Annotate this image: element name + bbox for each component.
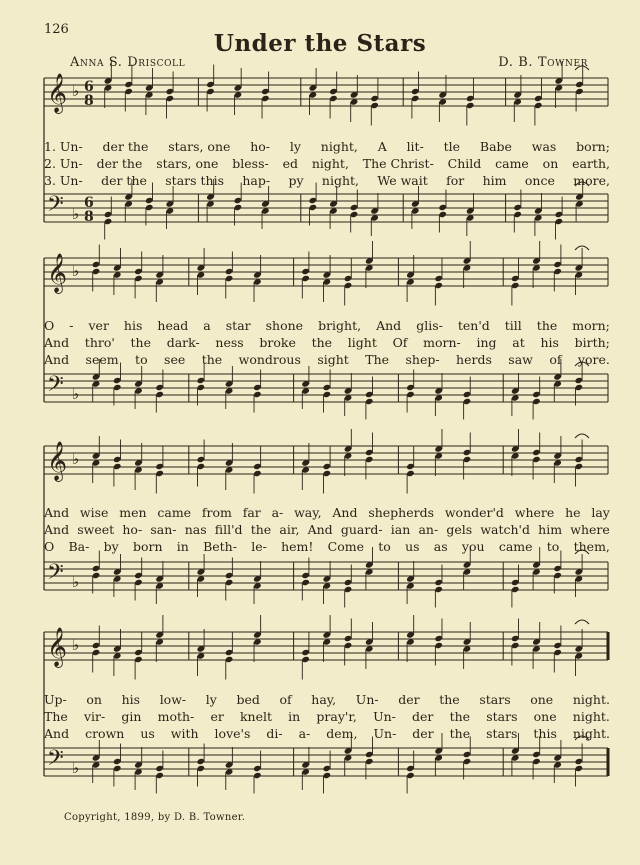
bass-clef-icon: 𝄢 <box>47 372 64 402</box>
lyric-syllable: wondrous <box>238 352 301 367</box>
lyrics-system-4 <box>44 691 610 742</box>
lyric-syllable: the <box>201 352 223 367</box>
treble-clef-icon: 𝄞 <box>47 73 68 113</box>
lyric-syllable: ho- <box>250 139 271 154</box>
lyric-syllable: stars, one <box>168 139 231 154</box>
lyric-syllable: And <box>44 522 70 537</box>
lyric-syllable: a- <box>271 505 284 520</box>
lyric-syllable: ly <box>289 139 301 154</box>
lyrics-system-2 <box>44 317 610 368</box>
lyric-syllable: Up- <box>44 692 67 707</box>
flat-key-icon: ♭ <box>72 82 80 100</box>
lyric-syllable: the <box>130 335 151 350</box>
lyric-syllable: And <box>44 505 70 520</box>
lyric-syllable: night. <box>572 692 610 707</box>
lyric-syllable: stars <box>479 692 511 707</box>
lyric-syllable: night. <box>572 709 610 724</box>
lyric-syllable: broke <box>259 335 296 350</box>
time-signature-top: 6 <box>84 195 94 211</box>
lyric-syllable: earth, <box>572 156 610 171</box>
lyric-syllable: low- <box>159 692 187 707</box>
flat-key-icon: ♭ <box>72 262 80 280</box>
lyric-syllable: hem! <box>281 539 314 554</box>
lyric-syllable: his <box>121 692 141 707</box>
lyric-syllable: the <box>449 709 471 724</box>
lyric-syllable: in <box>288 709 301 724</box>
time-signature-top: 6 <box>84 79 94 95</box>
lyric-syllable: We wait <box>377 173 428 188</box>
lyric-line-verse-3 <box>44 725 610 742</box>
lyric-syllable: ly <box>205 692 217 707</box>
lyric-line-verse-1 <box>44 691 610 708</box>
flat-key-icon: ♭ <box>72 573 80 591</box>
lyric-syllable: came <box>498 539 533 554</box>
lyric-syllable: - <box>69 318 74 333</box>
lyric-syllable: di- <box>266 726 283 741</box>
time-signature-bottom: 8 <box>84 93 94 109</box>
lyric-syllable: thro' <box>84 335 115 350</box>
lyric-syllable: pray'r, <box>316 709 357 724</box>
lyrics-system-1 <box>44 138 610 189</box>
lyric-syllable: stars <box>486 709 518 724</box>
bass-clef-icon: 𝄢 <box>47 192 64 222</box>
lyric-syllable: Of <box>392 335 408 350</box>
flat-key-icon: ♭ <box>72 385 80 403</box>
lyric-syllable: wise <box>79 505 109 520</box>
lyric-syllable: knelt <box>239 709 273 724</box>
lyric-line-verse-2 <box>44 155 610 172</box>
lyric-syllable: on <box>542 156 559 171</box>
lyric-syllable: O <box>44 318 55 333</box>
lyric-syllable: on <box>86 692 102 707</box>
lyric-syllable: for <box>446 173 465 188</box>
lyric-syllable: in <box>176 539 189 554</box>
lyric-line-verse-3 <box>44 538 610 555</box>
lyric-syllable: birth; <box>574 335 610 350</box>
lyric-syllable: ten'd <box>457 318 490 333</box>
lyric-syllable: air, <box>279 522 300 537</box>
lyric-syllable: more, <box>573 173 610 188</box>
flat-key-icon: ♭ <box>72 205 80 223</box>
lyric-syllable: the <box>311 335 333 350</box>
lyric-syllable: sight <box>317 352 349 367</box>
treble-clef-icon: 𝄞 <box>47 627 68 667</box>
lyric-syllable: shone <box>265 318 304 333</box>
lyric-syllable: to <box>135 352 148 367</box>
lyric-syllable: And <box>44 726 70 741</box>
lyric-syllable: herds <box>456 352 492 367</box>
treble-clef-icon: 𝄞 <box>47 253 68 293</box>
lyric-syllable: watch'd <box>480 522 530 537</box>
lyric-syllable: an- <box>418 522 439 537</box>
lyric-syllable: tle <box>443 139 461 154</box>
lyric-syllable: head <box>157 318 189 333</box>
lyric-syllable: lit- <box>406 139 424 154</box>
lyric-syllable: 2. Un- <box>44 156 83 171</box>
lyric-syllable: der <box>398 692 420 707</box>
lyric-syllable: crown <box>85 726 125 741</box>
lyric-syllable: The Christ- <box>362 156 434 171</box>
lyric-syllable: a- <box>298 726 311 741</box>
lyric-syllable: night, <box>311 156 349 171</box>
lyric-syllable: Ba- <box>68 539 90 554</box>
lyric-syllable: by <box>103 539 119 554</box>
lyric-syllable: us <box>140 726 155 741</box>
lyric-syllable: where <box>514 505 555 520</box>
lyric-syllable: us <box>405 539 420 554</box>
lyric-syllable: yore. <box>577 352 610 367</box>
lyric-syllable: him <box>482 173 507 188</box>
lyric-syllable: The <box>365 352 390 367</box>
lyric-syllable: stars, one <box>156 156 219 171</box>
lyric-syllable: hay, <box>311 692 337 707</box>
lyric-line-verse-3 <box>44 172 610 189</box>
lyric-syllable: dem, <box>326 726 358 741</box>
lyric-syllable: way, <box>294 505 322 520</box>
lyric-syllable: And <box>376 318 402 333</box>
lyric-syllable: ed <box>282 156 298 171</box>
lyric-syllable: vir- <box>83 709 106 724</box>
lyric-syllable: wonder'd <box>444 505 504 520</box>
lyric-syllable: ian <box>390 522 411 537</box>
lyric-syllable: night, <box>321 173 360 188</box>
lyric-syllable: guard- <box>340 522 383 537</box>
lyric-line-verse-1 <box>44 504 610 521</box>
lyric-syllable: Un- <box>373 709 396 724</box>
lyric-syllable: this <box>533 726 557 741</box>
lyric-syllable: And <box>307 522 333 537</box>
lyric-syllable: bless- <box>232 156 269 171</box>
composer-credit: D. B. Towner <box>498 55 588 70</box>
lyric-syllable: 3. Un- <box>44 173 83 188</box>
lyric-syllable: er <box>210 709 224 724</box>
lyric-syllable: And <box>332 505 358 520</box>
lyric-syllable: he <box>565 505 581 520</box>
lyric-syllable: gin <box>121 709 142 724</box>
lyric-syllable: ness <box>215 335 244 350</box>
bass-clef-icon: 𝄢 <box>47 746 64 776</box>
lyric-syllable: ver <box>88 318 109 333</box>
lyric-syllable: And <box>44 352 70 367</box>
lyric-syllable: them, <box>573 539 610 554</box>
lyric-syllable: born <box>132 539 163 554</box>
lyric-syllable: Un- <box>373 726 397 741</box>
lyric-syllable: love's <box>214 726 251 741</box>
lyric-syllable: at <box>512 335 525 350</box>
lyric-syllable: his <box>540 335 559 350</box>
lyric-syllable: born; <box>576 139 610 154</box>
lyric-syllable: shep- <box>405 352 440 367</box>
lyric-syllable: glis- <box>416 318 443 333</box>
bass-clef-icon: 𝄢 <box>47 560 64 590</box>
lyric-syllable: the <box>439 692 460 707</box>
lyric-syllable: stars <box>486 726 518 741</box>
lyric-syllable: a <box>203 318 211 333</box>
lyric-syllable: der <box>412 709 434 724</box>
lyric-syllable: A <box>377 139 387 154</box>
lyric-syllable: shepherds <box>368 505 435 520</box>
lyric-syllable: see <box>164 352 186 367</box>
lyric-line-verse-2 <box>44 334 610 351</box>
flat-key-icon: ♭ <box>72 636 80 654</box>
lyric-syllable: morn- <box>423 335 461 350</box>
lyric-syllable: stars this <box>165 173 225 188</box>
lyric-syllable: Beth- <box>203 539 237 554</box>
lyric-syllable: hap- <box>242 173 271 188</box>
lyric-syllable: from <box>201 505 232 520</box>
lyric-line-verse-1 <box>44 317 610 334</box>
lyric-syllable: with <box>170 726 199 741</box>
lyric-syllable: to <box>546 539 560 554</box>
lyric-syllable: nas <box>184 522 207 537</box>
lyric-syllable: light <box>347 335 377 350</box>
lyric-syllable: Child <box>447 156 482 171</box>
lyric-line-verse-2 <box>44 521 610 538</box>
lyric-syllable: night, <box>320 139 358 154</box>
lyric-syllable: till <box>504 318 522 333</box>
lyric-syllable: seem <box>85 352 119 367</box>
lyric-line-verse-3 <box>44 351 610 368</box>
lyric-syllable: moth- <box>157 709 195 724</box>
lyric-syllable: Un- <box>355 692 379 707</box>
lyric-syllable: the <box>250 522 272 537</box>
flat-key-icon: ♭ <box>72 450 80 468</box>
lyric-syllable: of <box>279 692 292 707</box>
lyric-syllable: the <box>536 318 558 333</box>
lyric-syllable: le- <box>251 539 267 554</box>
hymn-title: Under the Stars <box>213 30 427 57</box>
lyric-line-verse-2 <box>44 708 610 725</box>
lyric-syllable: Babe <box>479 139 512 154</box>
lyric-syllable: to <box>378 539 391 554</box>
lyric-syllable: one <box>533 709 557 724</box>
copyright-notice: Copyright, 1899, by D. B. Towner. <box>64 812 246 823</box>
lyric-syllable: star <box>225 318 251 333</box>
lyric-syllable: where <box>570 522 610 537</box>
page-number: 126 <box>44 22 69 37</box>
lyric-line-verse-1 <box>44 138 610 155</box>
lyric-syllable: bright, <box>318 318 362 333</box>
lyric-syllable: Come <box>327 539 365 554</box>
lyric-syllable: men <box>119 505 147 520</box>
lyric-syllable: ho- <box>122 522 143 537</box>
lyric-syllable: sweet <box>77 522 115 537</box>
lyric-syllable: far <box>242 505 261 520</box>
lyric-syllable: was <box>531 139 557 154</box>
lyric-syllable: fill'd <box>214 522 243 537</box>
lyric-syllable: came <box>495 156 529 171</box>
lyric-syllable: saw <box>508 352 533 367</box>
lyric-syllable: py <box>288 173 304 188</box>
flat-key-icon: ♭ <box>72 759 80 777</box>
lyrics-system-3 <box>44 504 610 555</box>
lyric-syllable: san- <box>150 522 177 537</box>
lyric-syllable: the <box>449 726 471 741</box>
lyric-syllable: der the <box>96 156 143 171</box>
lyric-syllable: morn; <box>572 318 610 333</box>
lyric-syllable: der <box>412 726 434 741</box>
time-signature-bottom: 8 <box>84 209 94 225</box>
lyric-syllable: once <box>524 173 555 188</box>
lyric-syllable: night. <box>572 726 610 741</box>
lyric-syllable: his <box>123 318 143 333</box>
lyric-syllable: And <box>44 335 70 350</box>
lyric-syllable: lay <box>591 505 610 520</box>
treble-clef-icon: 𝄞 <box>47 441 68 481</box>
lyric-syllable: ing <box>476 335 497 350</box>
author-credit: Anna S. Driscoll <box>70 55 186 70</box>
lyric-syllable: bed <box>236 692 260 707</box>
lyric-syllable: der the <box>101 173 147 188</box>
lyric-syllable: him <box>538 522 563 537</box>
lyric-syllable: you <box>461 539 485 554</box>
lyric-syllable: came <box>157 505 192 520</box>
lyric-syllable: The <box>44 709 68 724</box>
lyric-syllable: O <box>44 539 55 554</box>
lyric-syllable: dark- <box>166 335 200 350</box>
lyric-syllable: der the <box>102 139 149 154</box>
lyric-syllable: one <box>530 692 554 707</box>
lyric-syllable: gels <box>446 522 473 537</box>
lyric-syllable: of <box>549 352 562 367</box>
lyric-syllable: 1. Un- <box>44 139 83 154</box>
lyric-syllable: as <box>433 539 448 554</box>
